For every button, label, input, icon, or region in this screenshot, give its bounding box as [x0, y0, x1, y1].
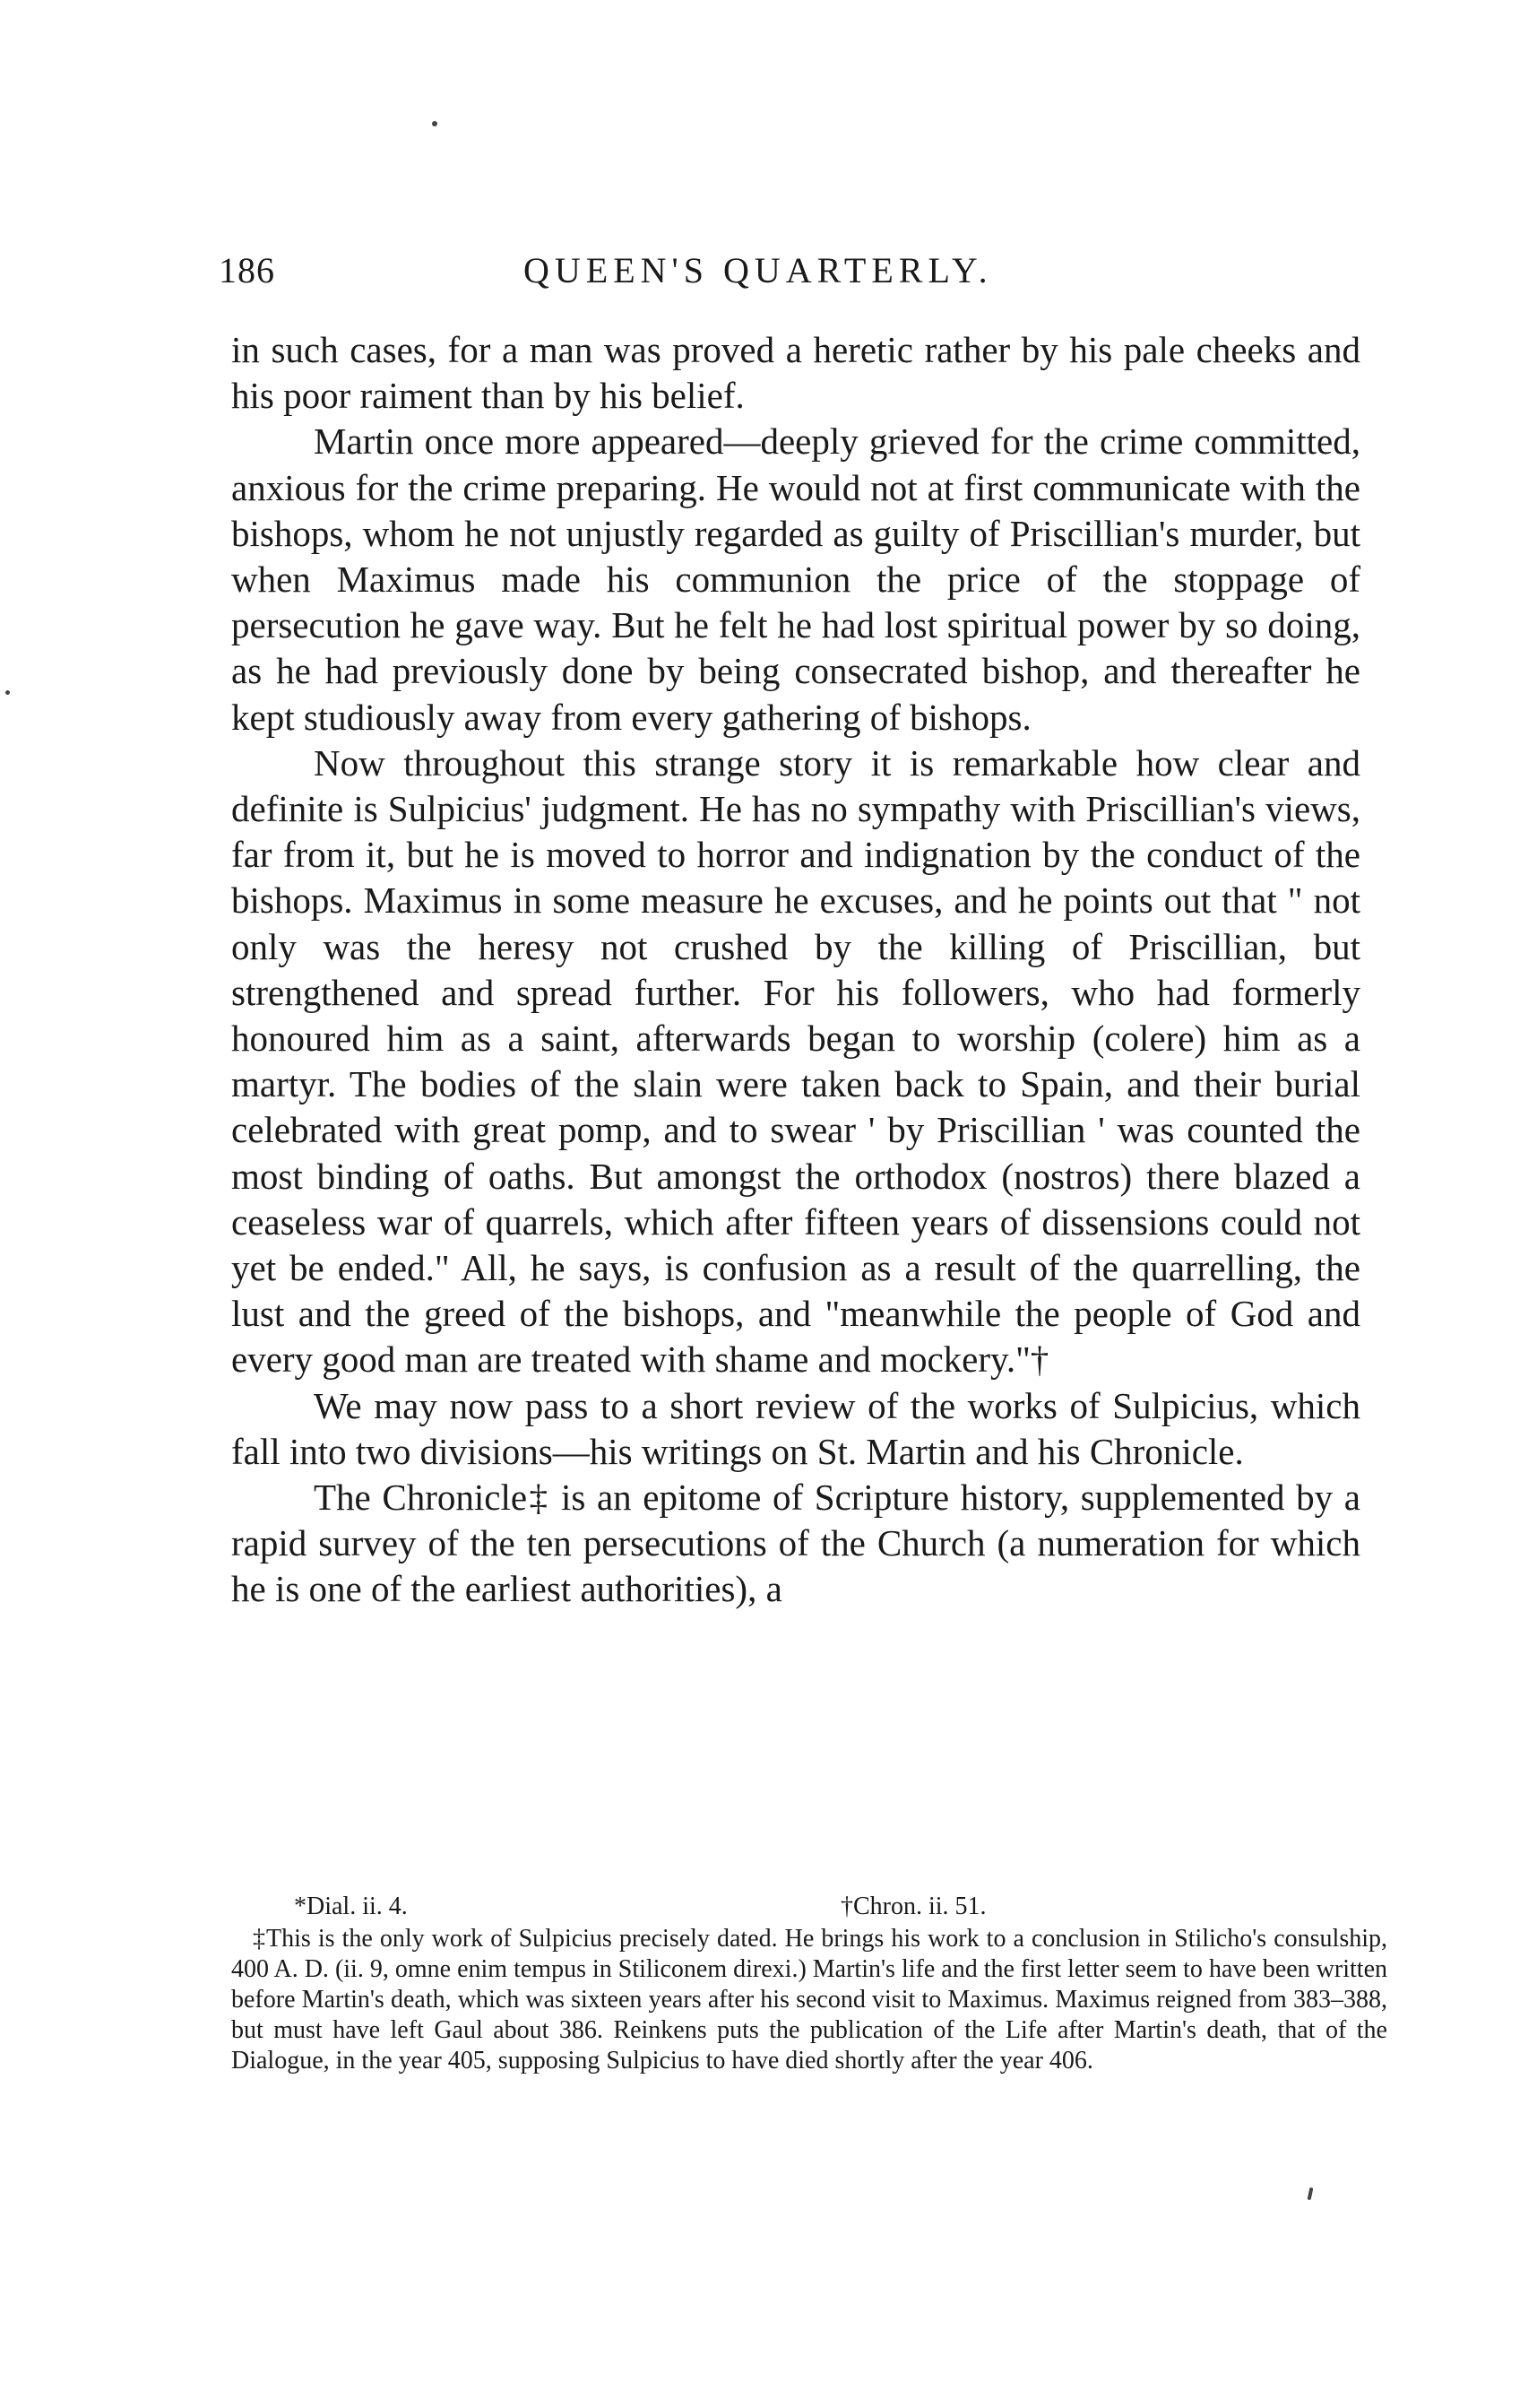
footnote-chron: †Chron. ii. 51. [841, 1893, 987, 1920]
print-speck [432, 121, 437, 126]
footnote-chronicle-dating: ‡This is the only work of Sulpicius precisely dated. He brings his work to a conclusion in Stilicho's consulship, 400 A. D. (ii. 9, omne enim tempus in Stiliconem direxi.) Martin's life and the first letter seem to have been written before Martin's death, which was sixteen years after his second visit to Maximus. Maximus reigned from 383–388, but must have left Gaul about 386. Reinkens puts the publication of the Life after Martin's death, that of the Dialogue, in the year 405, supposing Sulpicius to have died shortly after the year 406. [231, 1925, 1387, 2075]
page-number: 186 [219, 250, 275, 290]
paragraph: in such cases, for a man was proved a heretic rather by his pale cheeks and his poor raiment than by his belief. [231, 329, 1360, 417]
running-title: QUEEN'S QUARTERLY. [523, 250, 993, 290]
footnotes [231, 1892, 1387, 2076]
footnote-dial: *Dial. ii. 4. [294, 1893, 408, 1920]
print-mark [1308, 2187, 1314, 2201]
paragraph: We may now pass to a short review of the works of Sulpicius, which fall into two divisions—his writings on St. Martin and his Chronicle. [231, 1384, 1360, 1472]
paragraph: The Chronicle‡ is an epitome of Scripture history, supplemented by a rapid survey of the ten persecutions of the Church (a numeration for which he is one of the earliest authorities), a [231, 1477, 1360, 1610]
running-head [219, 249, 1384, 303]
print-speck [5, 690, 10, 695]
paragraph: Martin once more appeared—deeply grieved for the crime committed, anxious for the crime preparing. He would not at first communicate with the bishops, whom he not unjustly regarded as guilty of Priscillian's murder, but when Maximus made his communion the price of the stoppage of persecution he gave way. But he felt he had lost spiritual power by so doing, as he had previously done by being consecrated bishop, and thereafter he kept studiously away from every gathering of bishops. [231, 420, 1360, 738]
paragraph: Now throughout this strange story it is remarkable how clear and definite is Sulpicius' judgment. He has no sympathy with Priscillian's views, far from it, but he is moved to horror and indignation by the conduct of the bishops. Maximus in some measure he excuses, and he points out that " not only was the heresy not crushed by the killing of Priscillian, but strengthened and spread further. For his followers, who had formerly honoured him as a saint, afterwards began to worship (colere) him as a martyr. The bodies of the slain were taken back to Spain, and their burial celebrated with great pomp, and to swear ' by Priscillian ' was counted the most binding of oaths. But amongst the orthodox (nostros) there blazed a ceaseless war of quarrels, which after fifteen years of dissensions could not yet be ended." All, he says, is confusion as a result of the quarrelling, the lust and the greed of the bishops, and "meanwhile the people of God and every good man are treated with shame and mockery."† [231, 741, 1360, 1381]
footnote-row [231, 1892, 1387, 1924]
body-text [231, 327, 1360, 1613]
